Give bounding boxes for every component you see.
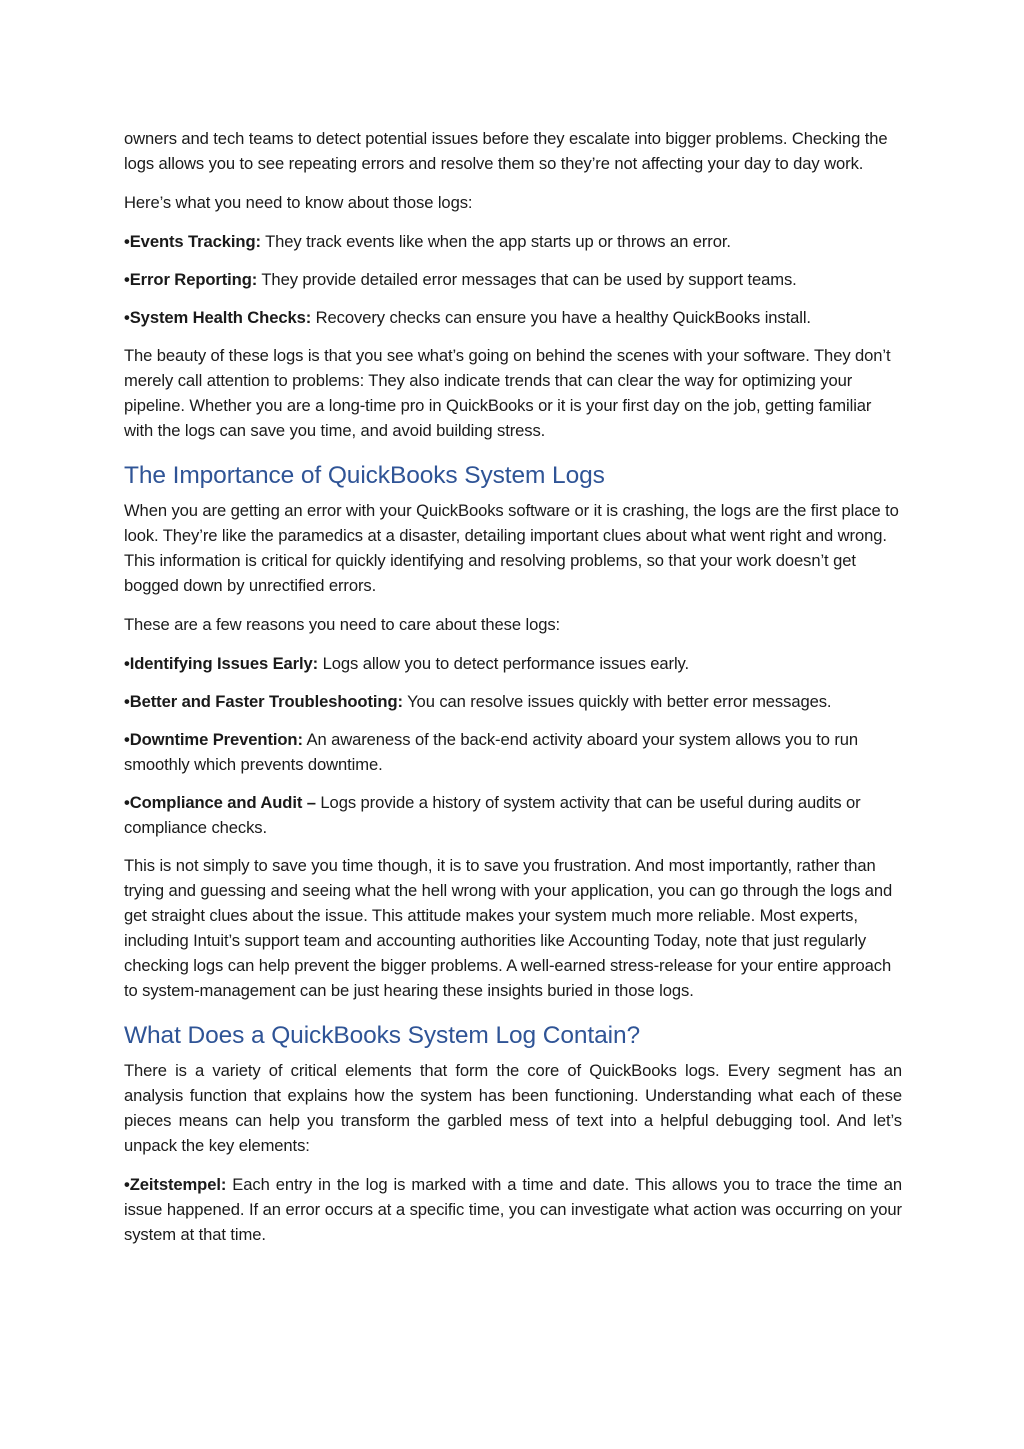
list-item-term: Zeitstempel:	[129, 1175, 227, 1194]
list-item	[124, 1172, 902, 1247]
body-paragraph: This is not simply to save you time though, it is to save you frustration. And most importantly, rather than trying and guessing and seeing what the hell wrong with your application, you can go through the logs and get straight clues about the issue. This attitude makes your system much more reliable. Most experts, including Intuit’s support team and accounting authorities like Accounting Today, note that just regularly checking logs can help prevent the bigger problems. A well-earned stress-release for your entire approach to system-management can be just hearing these insights buried in those logs.	[124, 856, 893, 1000]
list-item-text: An awareness of the back-end activity aboard your system allows you to run smoothly which prevents downtime.	[124, 730, 859, 774]
list-item-term: Compliance and Audit –	[129, 793, 316, 812]
list-item-text: You can resolve issues quickly with better error messages.	[402, 692, 832, 711]
list-item-term: System Health Checks:	[129, 308, 312, 327]
list-item	[124, 689, 902, 714]
list-item	[124, 727, 902, 777]
bullet-icon: •	[124, 730, 130, 749]
list-item-text: Logs provide a history of system activity that can be useful during audits or compliance checks.	[124, 793, 861, 837]
list-item-text: They track events like when the app starts up or throws an error.	[260, 232, 731, 251]
bullet-icon: •	[124, 308, 130, 327]
body-paragraph: There is a variety of critical elements that form the core of QuickBooks logs. Every segment has an analysis function that explains how the system has been functioning. Understanding what each of these pieces means can help you transform the garbled mess of text into a helpful debugging tool. And let’s unpack the key elements:	[124, 1061, 902, 1155]
document-page	[124, 126, 902, 1260]
list-item	[124, 651, 902, 676]
list-item-text: They provide detailed error messages that can be used by support teams.	[257, 270, 797, 289]
intro-paragraph: owners and tech teams to detect potential issues before they escalate into bigger problems. Checking the logs allows you to see repeating errors and resolve them so they’re not affecting your day to day work.	[124, 129, 888, 173]
body-paragraph: The beauty of these logs is that you see what’s going on behind the scenes with your software. They don’t merely call attention to problems: They also indicate trends that can clear the way for optimizing your pipeline. Whether you are a long-time pro in QuickBooks or it is your first day on the job, getting familiar with the logs can save you time, and avoid building stress.	[124, 346, 891, 440]
list-item-term: Downtime Prevention:	[129, 730, 303, 749]
body-paragraph: When you are getting an error with your QuickBooks software or it is crashing, the logs are the first place to look. They’re like the paramedics at a disaster, detailing important clues about what went right and wrong. This information is critical for quickly identifying and resolving problems, so that your work doesn’t get bogged down by unrectified errors.	[124, 501, 899, 595]
list-item-term: Better and Faster Troubleshooting:	[129, 692, 403, 711]
list-item-text: Each entry in the log is marked with a time and date. This allows you to trace the time an issue happened. If an error occurs at a specific time, you can investigate what action was occurring on your system at that time.	[124, 1175, 902, 1244]
body-paragraph: These are a few reasons you need to care about these logs:	[124, 615, 561, 634]
intro-lead-in: Here’s what you need to know about those logs:	[124, 193, 473, 212]
list-item-term: Events Tracking:	[129, 232, 261, 251]
bullet-icon: •	[124, 270, 130, 289]
list-item-term: Error Reporting:	[129, 270, 258, 289]
bullet-icon: •	[124, 793, 130, 812]
bullet-icon: •	[124, 654, 130, 673]
list-item	[124, 229, 902, 254]
list-item	[124, 790, 902, 840]
section-heading: What Does a QuickBooks System Log Contain?	[124, 1022, 640, 1049]
list-item-text: Logs allow you to detect performance issues early.	[318, 654, 690, 673]
list-item-term: Identifying Issues Early:	[129, 654, 319, 673]
bullet-icon: •	[124, 1175, 130, 1194]
list-item	[124, 305, 902, 330]
bullet-icon: •	[124, 692, 130, 711]
list-item	[124, 267, 902, 292]
bullet-icon: •	[124, 232, 130, 251]
section-heading: The Importance of QuickBooks System Logs	[124, 462, 605, 489]
list-item-text: Recovery checks can ensure you have a healthy QuickBooks install.	[311, 308, 811, 327]
